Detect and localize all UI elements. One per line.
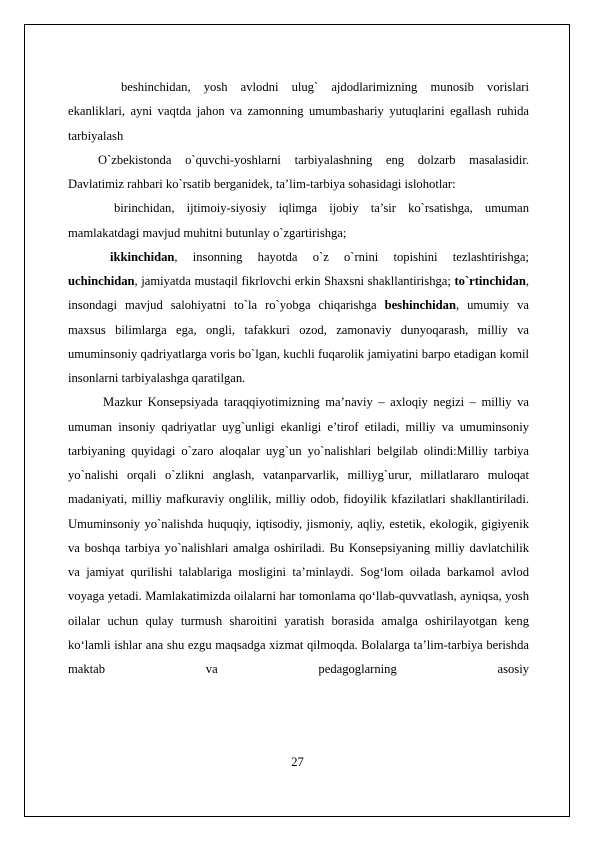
paragraph-4-text-2: , jamiyatda mustaqil fikrlovchi erkin Shaxsni shakllantirishga; (134, 274, 455, 288)
page-number: 27 (291, 755, 304, 769)
bold-term-ikkinchidan: ikkinchidan (110, 249, 175, 264)
paragraph-3: birinchidan, ijtimoiy-siyosiy iqlimga ijobiy ta’sir ko`rsatishga, umuman mamlakatdagi mavjud muhitni butunlay o`zgartirishga; (68, 201, 529, 240)
paragraph-4-text-3: , insondagi mavjud salohiyatni to`la ro`yobga chiqarishga (68, 274, 529, 313)
paragraph-5: Mazkur Konsepsiyada taraqqiyotimizning ma’naviy – axloqiy negizi – milliy va umuman insoniy qadriyatlar uyg`unligi ekanligi e’tirof etiladi, milliy va umuminsoniy tarbiyaning quyidagi o`zaro aloqalar uyg`un yo`nalishlari belgilab olindi:Milliy tarbiya yo`nalishi orqali o`zlikni anglash, vatanparvarlik, milliyg`urur, millatlararo muloqat madaniyati, milliy mafkuraviy onglilik, milliy odob, fidoyilik kfazilatlari shakllantiriladi. Umuminsoniy yo`nalishda huquqiy, iqtisodiy, jismoniy, aqliy, estetik, ekologik, gigiyenik va boshqa tarbiya yo`nalishlari amalga oshiriladi. Bu Konsepsiyaning milliy davlatchilik va jamiyat qurilishi talablariga mosligini ta’minlaydi. Sog‘lom oilada barkamol avlod voyaga yetadi. Mamlakatimizda oilalarni har tomonlama qo‘llab-quvvatlash, ayniqsa, yosh oilalar uchun qulay turmush sharoitini yaratish borasida amalga oshirilayotgan keng ko‘lamli ishlar ana shu ezgu maqsadga xizmat qilmoqda. Bolalarga ta’lim-tarbiya berishda maktab va pedagoglarning asosiy (68, 395, 529, 676)
paragraph-2: O`zbekistonda o`quvchi-yoshlarni tarbiyalashning eng dolzarb masalasidir. Davlatimiz rahbari ko`rsatib berganidek, ta’lim-tarbiya sohasidagi islohotlar: (68, 152, 529, 191)
bold-term-tortinchidan: to`rtinchidan (454, 274, 526, 288)
document-body (68, 75, 529, 681)
paragraph-4 (68, 245, 529, 391)
paragraph-4-text-4: , umumiy va maxsus bilimlarga ega, ongli, tafakkuri ozod, zamonaviy dunyoqarash, milliy va umuminsoniy qadriyatlarga voris bo`lgan, kuchli fuqarolik jamiyatini barpo etadigan komil insonlarni tarbiyalashga qaratilgan. (68, 298, 529, 385)
bold-term-beshinchidan: beshinchidan (384, 298, 456, 313)
paragraph-1: beshinchidan, yosh avlodni ulug` ajdodlarimizning munosib vorislari ekanliklari, ayni vaqtda jahon va zamonning umumbashariy yutuqlarini egallash ruhida tarbiyalash (68, 80, 529, 143)
paragraph-4-text-1: , insonning hayotda o`z o`rnini topishini tezlashtirishga; (174, 249, 529, 264)
bold-term-uchinchidan: uchinchidan (68, 274, 135, 288)
